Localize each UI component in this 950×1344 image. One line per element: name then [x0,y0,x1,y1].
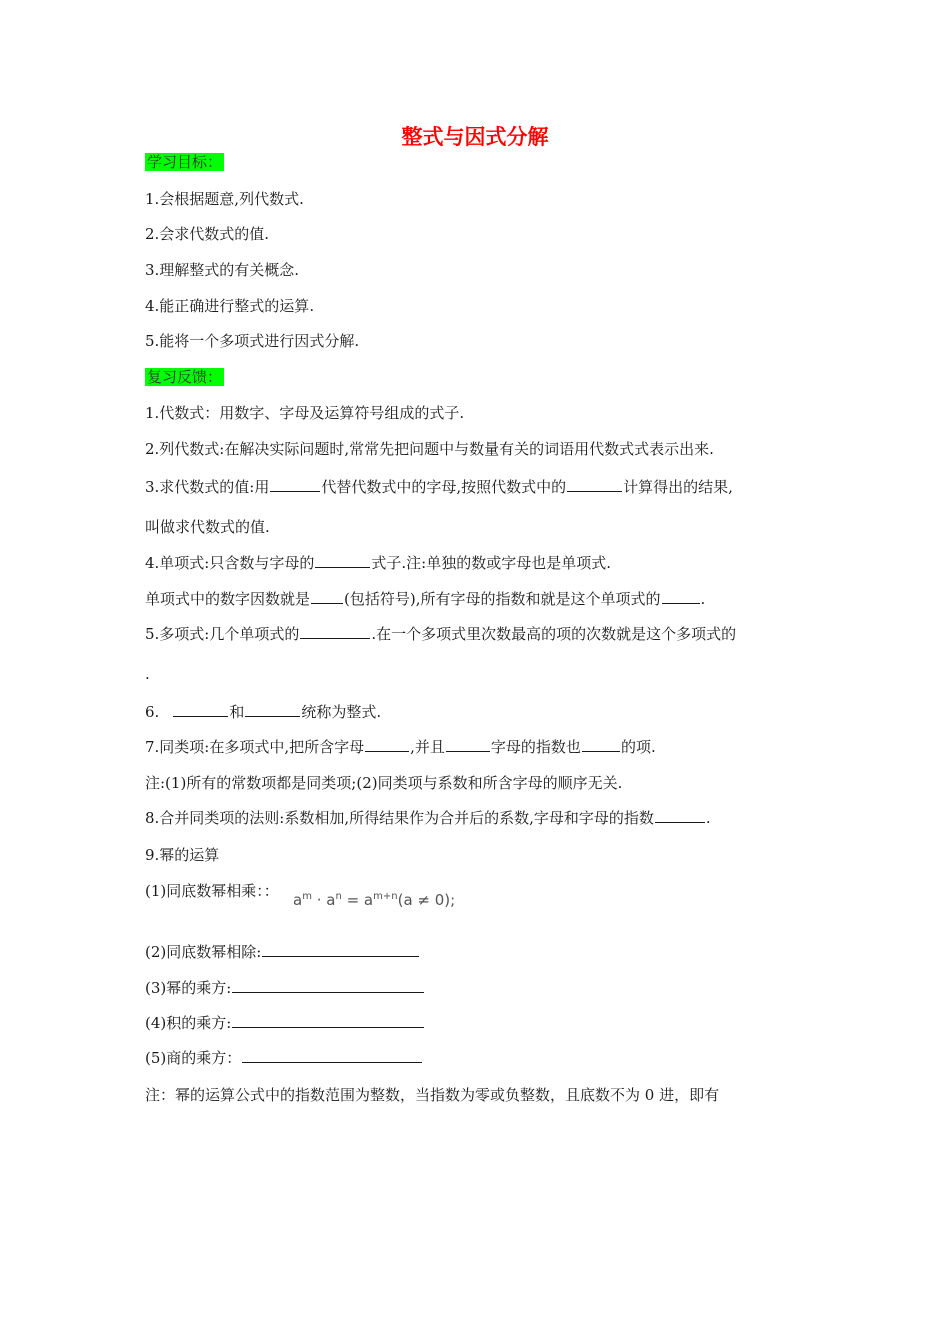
page-title: 整式与因式分解 [401,124,549,149]
text-segment: 5.多项式:几个单项式的 [145,625,300,643]
review-line [145,808,711,828]
formula-base: a [363,891,374,909]
text-segment: .在一个多项式里次数最高的项的次数就是这个多项式的 [371,625,737,643]
formula-operator: · [311,891,327,909]
text-segment: (4)积的乘方: [145,1014,232,1032]
review-line: 叫做求代数式的值. [145,518,270,536]
fill-blank[interactable] [311,589,343,604]
text-segment: 字母的指数也 [490,738,581,756]
formula-base: a [293,891,303,909]
review-line [145,477,733,497]
fill-blank[interactable] [655,808,705,823]
fill-blank[interactable] [365,737,409,752]
goal-item: 3.理解整式的有关概念. [145,261,300,279]
review-line [145,942,420,962]
review-line [145,702,381,722]
text-segment: . [705,809,711,827]
review-line [145,589,705,609]
review-line [145,737,656,757]
power-product-formula [293,891,455,909]
formula-exponent: m+n [373,891,398,902]
review-line [145,1048,423,1068]
fill-blank[interactable] [270,477,320,492]
fill-blank[interactable] [582,737,620,752]
fill-blank[interactable] [232,1013,424,1028]
formula-condition: (a ≠ 0); [397,891,456,909]
text-segment: 计算得出的结果, [623,478,733,496]
text-segment: ,并且 [410,738,445,756]
text-segment: 统称为整式. [301,703,382,721]
review-line: 1.代数式：用数字、字母及运算符号组成的式子. [145,404,465,422]
review-line [145,978,425,998]
goals-heading-label: 学习目标： [147,153,223,171]
fill-blank[interactable] [245,702,300,717]
text-segment: (2)同底数幂相除: [145,943,262,961]
goal-item: 4.能正确进行整式的运算. [145,297,315,315]
review-line: . [145,665,150,683]
review-line: 注：幂的运算公式中的指数范围为整数，当指数为零或负整数，且底数不为 0 进，即有 [145,1086,720,1104]
goals-heading [145,152,224,172]
fill-blank[interactable] [315,553,370,568]
text-segment: 6. [145,703,160,721]
formula-base: a [326,891,336,909]
review-line: (1)同底数幂相乘：： [145,882,279,900]
text-segment: 7.同类项:在多项式中,把所含字母 [145,738,365,756]
review-line [145,553,611,573]
formula-exponent: n [335,891,342,902]
review-line [145,1013,425,1033]
fill-blank[interactable] [173,702,228,717]
review-line: 注:(1)所有的常数项都是同类项;(2)同类项与系数和所含字母的顺序无关. [145,774,623,792]
text-segment: 3.求代数式的值:用 [145,478,270,496]
text-segment: 式子.注:单独的数或字母也是单项式. [371,554,611,572]
review-line: 9.幂的运算 [145,846,220,864]
text-segment: 的项. [620,738,656,756]
review-heading [145,367,224,387]
review-heading-label: 复习反馈： [147,368,223,386]
fill-blank[interactable] [232,978,424,993]
text-segment: 代替代数式中的字母,按照代数式中的 [321,478,567,496]
fill-blank[interactable] [446,737,490,752]
text-segment: (3)幂的乘方: [145,979,232,997]
fill-blank[interactable] [242,1048,422,1063]
text-segment: 和 [229,703,245,721]
text-segment: 8.合并同类项的法则:系数相加,所得结果作为合并后的系数,字母和字母的指数 [145,809,654,827]
goal-item: 1.会根据题意,列代数式. [145,190,304,208]
text-segment: 单项式中的数字因数就是 [145,590,311,608]
fill-blank[interactable] [262,942,419,957]
review-line [145,624,736,644]
goal-item: 5.能将一个多项式进行因式分解. [145,332,360,350]
text-segment: 4.单项式:只含数与字母的 [145,554,315,572]
fill-blank[interactable] [662,589,700,604]
fill-blank[interactable] [300,624,370,639]
review-line: 2.列代数式:在解决实际问题时,常常先把问题中与数量有关的词语用代数式式表示出来. [145,440,714,458]
text-segment: (包括符号),所有字母的指数和就是这个单项式的 [344,590,661,608]
fill-blank[interactable] [567,477,622,492]
goal-item: 2.会求代数式的值. [145,225,270,243]
text-segment: (5)商的乘方： [145,1049,242,1067]
text-segment: . [700,590,706,608]
formula-exponent: m [302,891,312,902]
formula-operator: = [341,891,364,909]
